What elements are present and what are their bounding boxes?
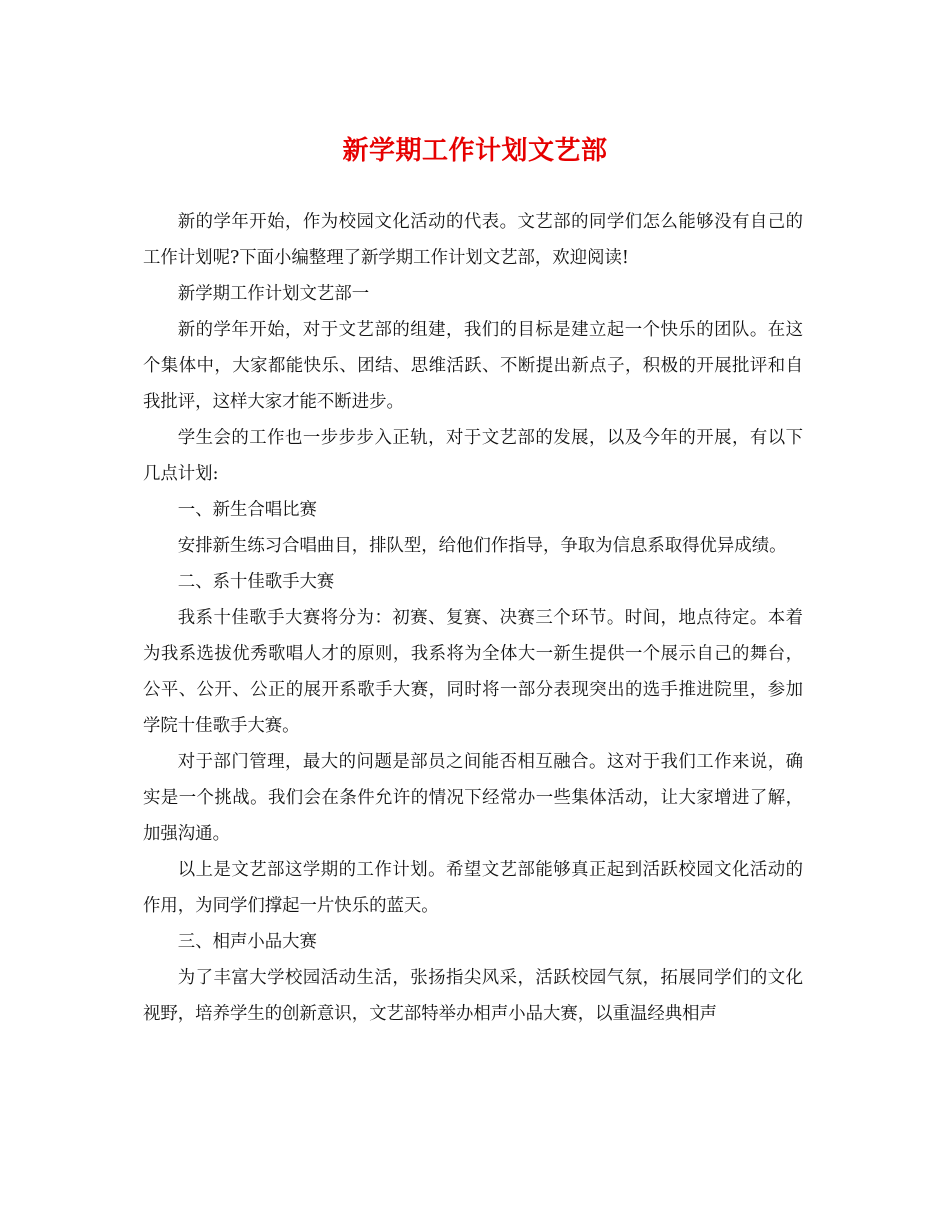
paragraph-choir: 安排新生练习合唱曲目，排队型，给他们作指导，争取为信息系取得优异成绩。 [177,536,787,556]
paragraph-intro: 新的学年开始，作为校园文化活动的代表。文艺部的同学们怎么能够没有自己的工作计划呢?下面小编整理了新学期工作计划文艺部，欢迎阅读! [143,212,803,268]
paragraph-goal: 新的学年开始，对于文艺部的组建，我们的目标是建立起一个快乐的团队。在这个集体中，大家都能快乐、团结、思维活跃、不断提出新点子，积极的开展批评和自我批评，这样大家才能不断进步。 [143,320,803,412]
document-title: 新学期工作计划文艺部 [342,136,608,166]
document-body [143,204,803,1032]
item-heading-choir: 一、新生合唱比赛 [177,500,317,520]
paragraph-singer: 我系十佳歌手大赛将分为：初赛、复赛、决赛三个环节。时间，地点待定。本着为我系选拔优秀歌唱人才的原则，我系将为全体大一新生提供一个展示自己的舞台，公平、公开、公正的展开系歌手大赛，同时将一部分表现突出的选手推进院里，参加学院十佳歌手大赛。 [143,608,803,736]
paragraph-plan-intro: 学生会的工作也一步步步入正轨，对于文艺部的发展，以及今年的开展，有以下几点计划: [143,428,803,484]
paragraph-summary: 以上是文艺部这学期的工作计划。希望文艺部能够真正起到活跃校园文化活动的作用，为同学们撑起一片快乐的蓝天。 [143,860,803,916]
item-heading-crosstalk: 三、相声小品大赛 [177,932,317,952]
item-heading-singer: 二、系十佳歌手大赛 [177,572,335,592]
paragraph-management: 对于部门管理，最大的问题是部员之间能否相互融合。这对于我们工作来说，确实是一个挑战。我们会在条件允许的情况下经常办一些集体活动，让大家增进了解，加强沟通。 [143,752,803,844]
paragraph-crosstalk: 为了丰富大学校园活动生活，张扬指尖风采，活跃校园气氛，拓展同学们的文化视野，培养学生的创新意识，文艺部特举办相声小品大赛，以重温经典相声 [143,968,803,1024]
section-heading-1: 新学期工作计划文艺部一 [177,284,370,304]
